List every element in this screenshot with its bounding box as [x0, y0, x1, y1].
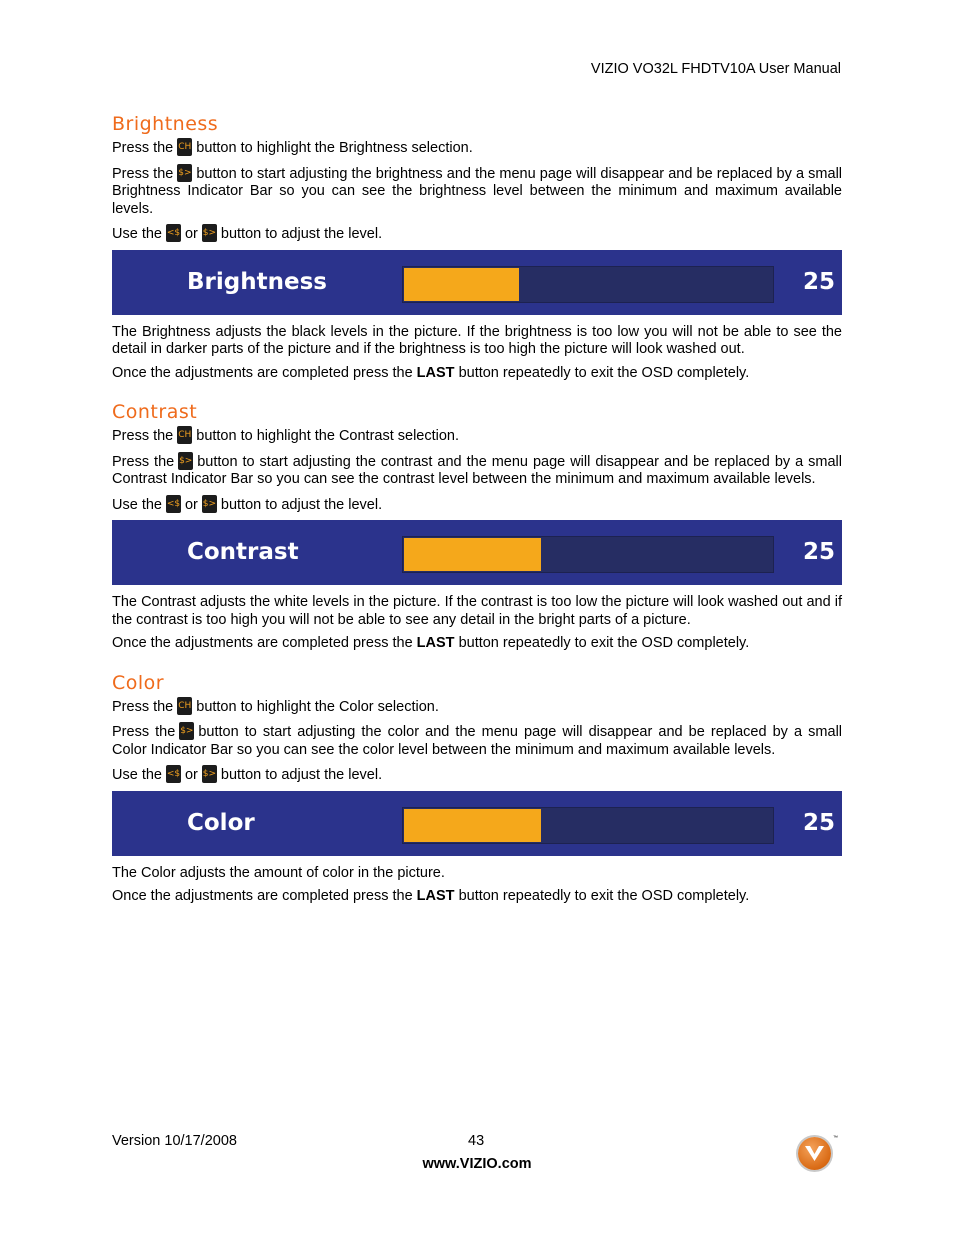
volume-up-button-icon: $>: [177, 164, 192, 182]
trademark-mark: ™: [833, 1135, 838, 1141]
channel-down-button-icon: CH: [177, 138, 192, 156]
brightness-exit-text: Once the adjustments are completed press the LAST button repeatedly to exit the OSD completely.: [112, 364, 750, 381]
volume-down-button-icon: <$: [166, 495, 181, 513]
contrast-start-text: Press the $> button to start adjusting the contrast and the menu page will disappear and be replaced by a small Contrast Indicator Bar so you can see the contrast level between the minimum and maximum available levels.: [112, 453, 842, 487]
vizio-logo-icon: [798, 1137, 831, 1170]
color-osd-value: 25: [802, 809, 835, 836]
brightness-osd-value: 25: [802, 268, 835, 295]
footer-version: Version 10/17/2008: [112, 1133, 237, 1149]
brightness-description: The Brightness adjusts the black levels in the picture. If the brightness is too low you will not be able to see the detail in darker parts of the picture and if the brightness is too high the picture will look washed out.: [112, 323, 842, 357]
page-content: [112, 112, 842, 912]
contrast-description: The Contrast adjusts the white levels in the picture. If the contrast is too low the picture will look washed out and if the contrast is too high you will not be able to see any detail in the bright parts of a picture.: [112, 594, 842, 628]
color-osd-label: Color: [187, 809, 255, 836]
vizio-v-icon: [804, 1145, 825, 1162]
brightness-osd-label: Brightness: [187, 268, 327, 295]
color-description: The Color adjusts the amount of color in the picture.: [112, 864, 445, 881]
footer-url: www.VIZIO.com: [422, 1156, 532, 1172]
brightness-adjust-text: Use the <$ or $> button to adjust the level.: [112, 226, 383, 242]
contrast-heading: Contrast: [112, 401, 198, 423]
header-title: VIZIO VO32L FHDTV10A User Manual: [590, 61, 841, 77]
volume-down-button-icon: <$: [166, 224, 181, 242]
contrast-exit-text: Once the adjustments are completed press the LAST button repeatedly to exit the OSD completely.: [112, 635, 750, 651]
color-highlight-text: Press the CH button to highlight the Color selection.: [112, 698, 439, 715]
brightness-level-fill: [404, 268, 519, 301]
volume-up-button-icon: $>: [202, 224, 217, 242]
brightness-heading: Brightness: [112, 113, 219, 135]
color-indicator-bar: [112, 791, 842, 856]
color-level-track: [402, 807, 774, 844]
brightness-start-text: Press the $> button to start adjusting the brightness and the menu page will disappear and be replaced by a small Brightness Indicator Bar so you can see the brightness level between the minimum and maximum available levels.: [112, 165, 843, 217]
page-number: 43: [468, 1133, 485, 1149]
brightness-level-track: [402, 266, 774, 303]
color-level-fill: [404, 809, 541, 842]
channel-down-button-icon: CH: [177, 426, 192, 444]
contrast-osd-label: Contrast: [187, 539, 299, 565]
contrast-level-fill: [404, 538, 541, 571]
brightness-indicator-bar: [112, 250, 842, 315]
contrast-osd-value: 25: [802, 539, 835, 565]
contrast-adjust-text: Use the <$ or $> button to adjust the level.: [112, 496, 383, 513]
brightness-highlight-text: Press the CH button to highlight the Brightness selection.: [112, 140, 473, 156]
volume-up-button-icon: $>: [178, 452, 193, 470]
color-adjust-text: Use the <$ or $> button to adjust the level.: [112, 767, 383, 783]
volume-up-button-icon: $>: [179, 722, 194, 740]
volume-down-button-icon: <$: [166, 765, 181, 783]
channel-down-button-icon: CH: [177, 697, 192, 715]
volume-up-button-icon: $>: [202, 495, 217, 513]
contrast-highlight-text: Press the CH button to highlight the Contrast selection.: [112, 428, 460, 444]
contrast-level-track: [402, 536, 774, 573]
volume-up-button-icon: $>: [202, 765, 217, 783]
color-exit-text: Once the adjustments are completed press the LAST button repeatedly to exit the OSD completely.: [112, 888, 750, 904]
color-heading: Color: [112, 671, 165, 694]
color-start-text: Press the $> button to start adjusting the color and the menu page will disappear and be replaced by a small Color Indicator Bar so you can see the color level between the minimum and maximum available levels.: [112, 724, 843, 758]
contrast-indicator-bar: [112, 520, 842, 585]
